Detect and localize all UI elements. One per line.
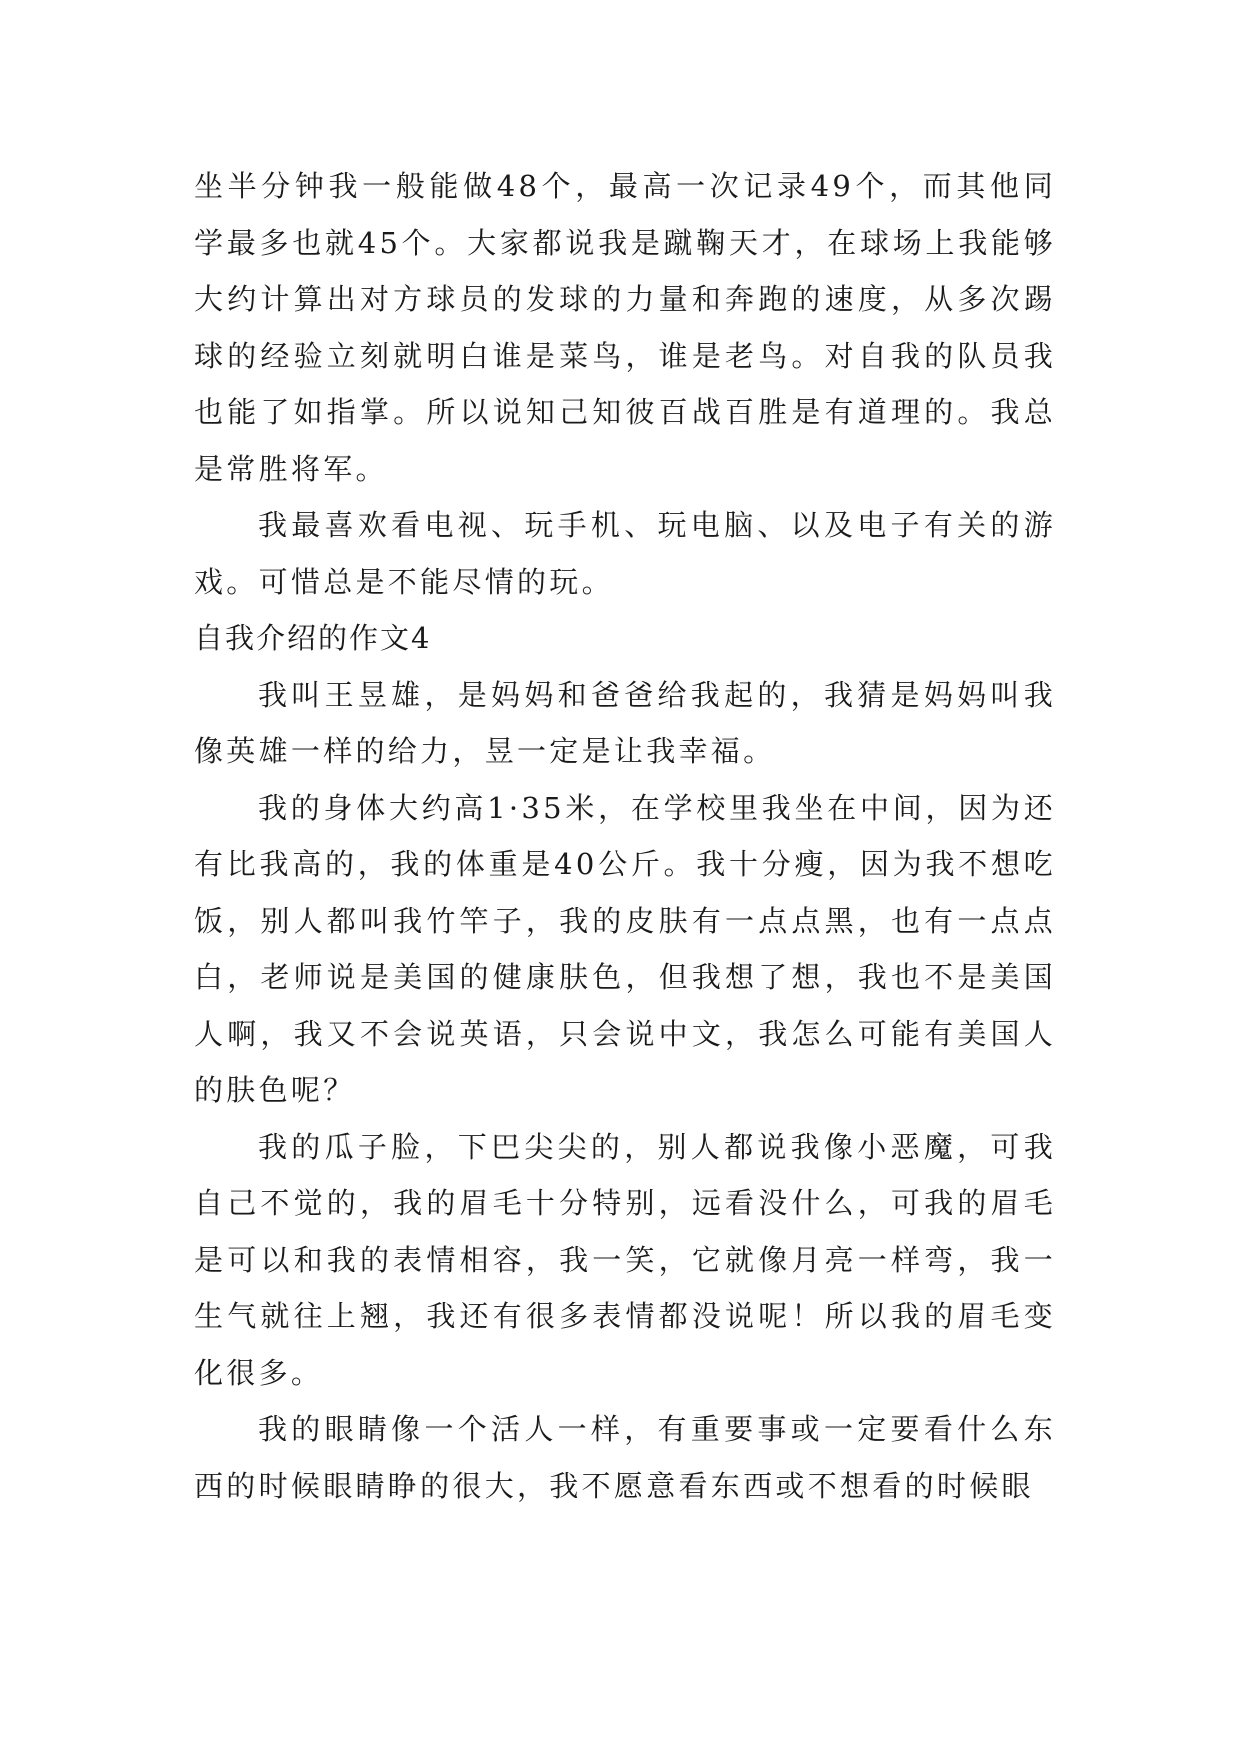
paragraph-eyes: 我的眼睛像一个活人一样，有重要事或一定要看什么东西的时候眼睛睁的很大，我不愿意看东西或不想看的时候眼 (194, 1412, 1056, 1503)
essay-heading: 自我介绍的作文4 (194, 621, 432, 655)
paragraph-body: 我的身体大约高1·35米，在学校里我坐在中间，因为还有比我高的，我的体重是40公斤。我十分瘦，因为我不想吃饭，别人都叫我竹竿子，我的皮肤有一点点黑，也有一点点白，老师说是美国的健康肤色，但我想了想，我也不是美国人啊，我又不会说英语，只会说中文，我怎么可能有美国人的肤色呢？ (194, 790, 1056, 1107)
paragraph-sports: 坐半分钟我一般能做48个，最高一次记录49个，而其他同学最多也就45个。大家都说我是蹴鞠天才，在球场上我能够大约计算出对方球员的发球的力量和奔跑的速度，从多次踢球的经验立刻就明白谁是菜鸟，谁是老鸟。对自我的队员我也能了如指掌。所以说知己知彼百战百胜是有道理的。我总是常胜将军。 (194, 169, 1056, 486)
paragraph-hobbies: 我最喜欢看电视、玩手机、玩电脑、以及电子有关的游戏。可惜总是不能尽情的玩。 (194, 508, 1056, 599)
paragraph-name: 我叫王昱雄，是妈妈和爸爸给我起的，我猜是妈妈叫我像英雄一样的给力，昱一定是让我幸福。 (194, 677, 1056, 768)
document-body (194, 158, 1056, 1514)
paragraph-face: 我的瓜子脸，下巴尖尖的，别人都说我像小恶魔，可我自己不觉的，我的眉毛十分特别，远看没什么，可我的眉毛是可以和我的表情相容，我一笑，它就像月亮一样弯，我一生气就往上翘，我还有很多表情都没说呢！所以我的眉毛变化很多。 (194, 1129, 1056, 1390)
